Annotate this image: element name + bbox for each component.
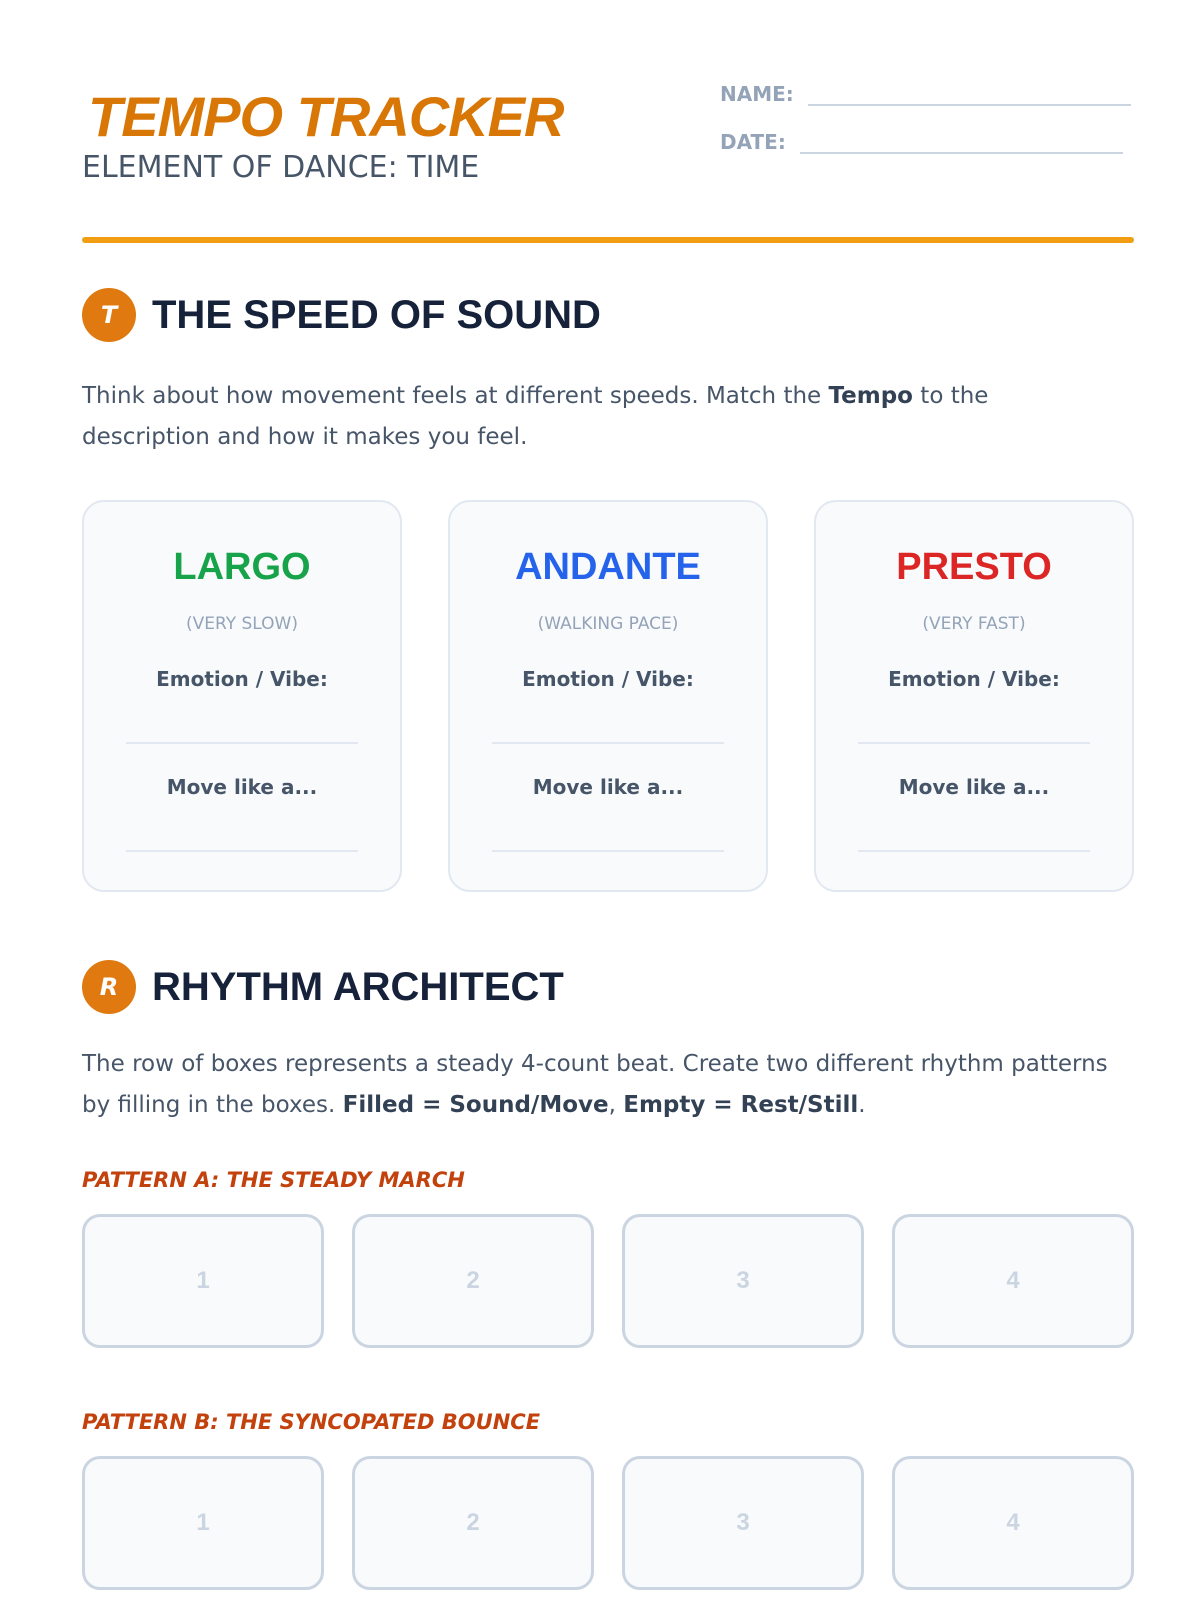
- section-title-rhythm: RHYTHM ARCHITECT: [152, 964, 564, 1009]
- instruction-text: Think about how movement feels at different speeds. Match the: [82, 383, 829, 409]
- emotion-answer-line[interactable]: [492, 742, 724, 744]
- tempo-name: PRESTO: [896, 546, 1052, 588]
- emotion-label: Emotion / Vibe:: [888, 667, 1060, 691]
- beat-box[interactable]: 4: [892, 1456, 1134, 1590]
- date-field[interactable]: [720, 130, 1123, 154]
- tempo-description: (WALKING PACE): [537, 614, 679, 634]
- header-divider: [82, 237, 1134, 243]
- move-label: Move like a...: [898, 775, 1050, 799]
- beat-box[interactable]: 3: [622, 1456, 864, 1590]
- beat-box[interactable]: 2: [352, 1456, 594, 1590]
- worksheet-subtitle: ELEMENT OF DANCE: TIME: [82, 150, 480, 185]
- instruction-text: .: [858, 1092, 866, 1118]
- section-rhythm-heading: [82, 960, 564, 1014]
- emotion-label: Emotion / Vibe:: [156, 667, 328, 691]
- pattern-a-beats: [82, 1214, 1134, 1348]
- beat-box[interactable]: 1: [82, 1214, 324, 1348]
- name-input-line[interactable]: [808, 82, 1131, 106]
- date-input-line[interactable]: [800, 130, 1123, 154]
- instruction-bold: Empty = Rest/Still: [623, 1092, 859, 1118]
- tempo-card-presto: [814, 500, 1134, 892]
- emotion-label: Emotion / Vibe:: [522, 667, 694, 691]
- worksheet-title: TEMPO TRACKER: [88, 85, 564, 148]
- section-speed-heading: [82, 288, 601, 342]
- beat-box[interactable]: 2: [352, 1214, 594, 1348]
- section-badge-t: T: [82, 288, 136, 342]
- emotion-answer-line[interactable]: [858, 742, 1090, 744]
- pattern-b-beats: [82, 1456, 1134, 1590]
- move-label: Move like a...: [166, 775, 318, 799]
- name-field[interactable]: [720, 82, 1131, 106]
- beat-box[interactable]: 4: [892, 1214, 1134, 1348]
- move-answer-line[interactable]: [492, 850, 724, 852]
- instruction-bold: Tempo: [828, 383, 913, 409]
- move-label: Move like a...: [532, 775, 684, 799]
- section-rhythm-instructions: [82, 1044, 1122, 1126]
- tempo-description: (VERY SLOW): [186, 614, 298, 634]
- pattern-a-label: PATTERN A: THE STEADY MARCH: [82, 1168, 465, 1192]
- instruction-text: ,: [608, 1092, 624, 1118]
- tempo-name: ANDANTE: [515, 546, 701, 588]
- pattern-b-label: PATTERN B: THE SYNCOPATED BOUNCE: [82, 1410, 541, 1434]
- section-title-speed: THE SPEED OF SOUND: [152, 292, 601, 337]
- tempo-card-largo: [82, 500, 402, 892]
- beat-box[interactable]: 1: [82, 1456, 324, 1590]
- instruction-text: The row of boxes represents a steady 4-count beat. Create two different rhythm patterns by filling in the boxes.: [82, 1051, 1108, 1118]
- worksheet-header: [82, 80, 1134, 200]
- tempo-description: (VERY FAST): [922, 614, 1026, 634]
- beat-box[interactable]: 3: [622, 1214, 864, 1348]
- section-speed-instructions: [82, 376, 1122, 458]
- name-label: NAME:: [720, 82, 794, 106]
- instruction-text: to the description and how it makes you feel.: [82, 383, 989, 450]
- date-label: DATE:: [720, 130, 786, 154]
- move-answer-line[interactable]: [858, 850, 1090, 852]
- emotion-answer-line[interactable]: [126, 742, 358, 744]
- tempo-card-andante: [448, 500, 768, 892]
- tempo-name: LARGO: [173, 546, 311, 588]
- tempo-cards: [82, 500, 1134, 896]
- section-badge-r: R: [82, 960, 136, 1014]
- instruction-bold: Filled = Sound/Move: [342, 1092, 609, 1118]
- move-answer-line[interactable]: [126, 850, 358, 852]
